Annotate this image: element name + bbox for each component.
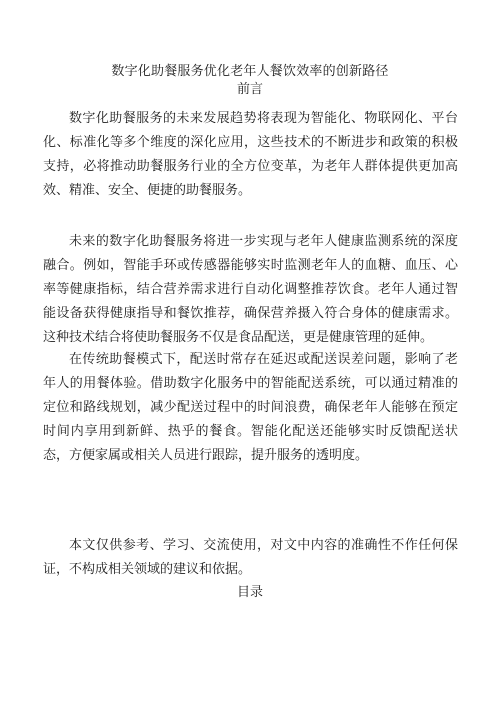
preface-heading: 前言 [236,82,263,97]
paragraph-disclaimer: 本文仅供参考、学习、交流使用，对文中内容的准确性不作任何保证，不构成相关领域的建议和依据。 [43,538,458,577]
toc-heading: 目录 [236,585,263,600]
document-title: 数字化助餐服务优化老年人餐饮效率的创新路径 [111,64,389,79]
paragraph-3: 在传统助餐模式下，配送时常存在延迟或配送误差问题，影响了老年人的用餐体验。借助数字化服务中的智能配送系统，可以通过精准的定位和路线规划，减少配送过程中的时间浪费，确保老年人能够在预定时间内享用到新鲜、热乎的餐食。智能化配送还能够实时反馈配送状态，方便家属或相关人员进行跟踪，提升服务的透明度。 [43,352,458,463]
paragraph-1: 数字化助餐服务的未来发展趋势将表现为智能化、物联网化、平台化、标准化等多个维度的深化应用，这些技术的不断进步和政策的积极支持，必将推动助餐服务行业的全方位变革，为老年人群体提供更加高效、精准、安全、便捷的助餐服务。 [43,111,458,198]
paragraph-2: 未来的数字化助餐服务将进一步实现与老年人健康监测系统的深度融合。例如，智能手环或传感器能够实时监测老年人的血糖、血压、心率等健康指标，结合营养需求进行自动化调整推荐饮食。老年人通过智能设备获得健康指导和餐饮推荐，确保营养摄入符合身体的健康需求。这种技术结合将使助餐服务不仅是食品配送，更是健康管理的延伸。 [43,234,458,345]
